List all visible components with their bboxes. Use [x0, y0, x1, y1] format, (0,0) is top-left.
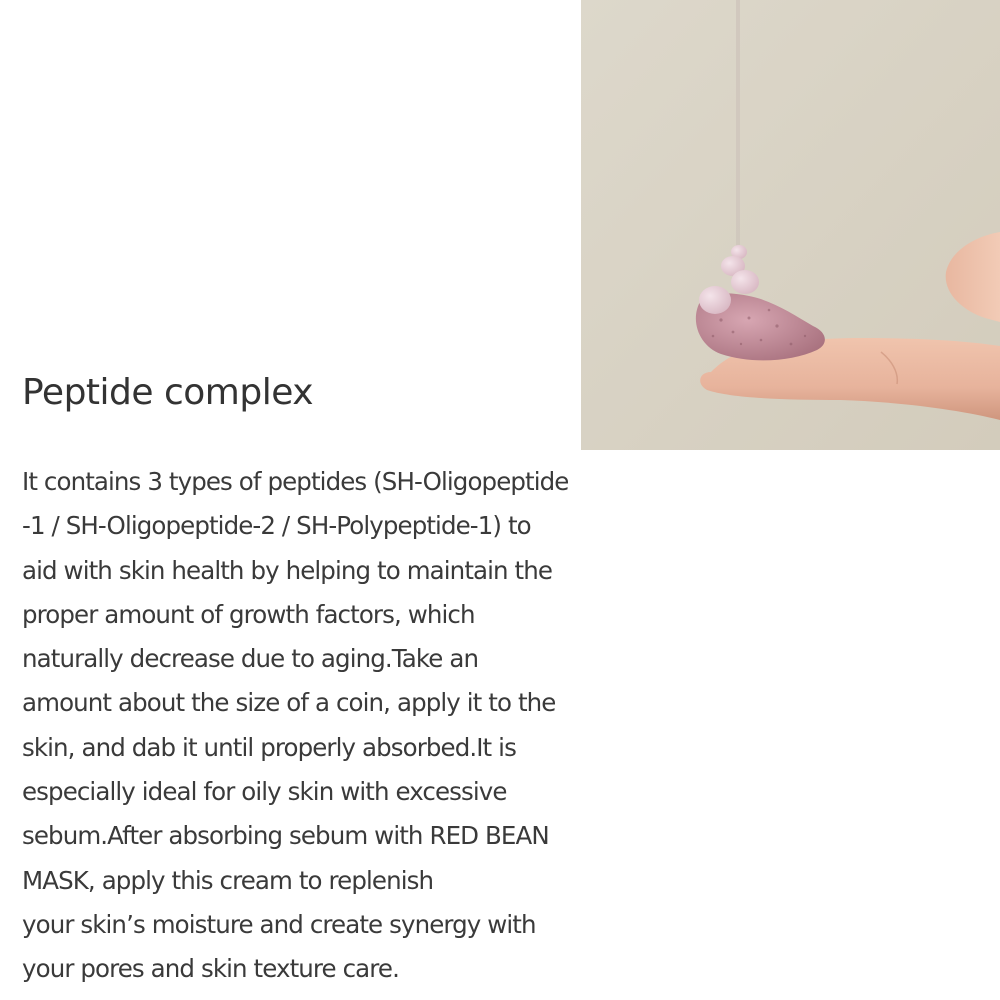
section-title: Peptide complex [22, 372, 314, 413]
product-photo [581, 0, 1000, 450]
description-line: aid with skin health by helping to maintain the [22, 555, 553, 585]
description-line: MASK, apply this cream to replenish [22, 865, 434, 895]
description-line: amount about the size of a coin, apply it to the [22, 688, 556, 718]
description-line: especially ideal for oily skin with excessive [22, 777, 507, 807]
description-text [22, 460, 642, 992]
cream-on-finger-illustration [581, 0, 1000, 450]
description-line: your pores and skin texture care. [22, 954, 399, 984]
gel-droplet [731, 270, 759, 294]
serum-stream [736, 0, 740, 250]
description-line: skin, and dab it until properly absorbed.It is [22, 732, 516, 762]
description-line: naturally decrease due to aging.Take an [22, 644, 479, 674]
gel-droplet [699, 286, 731, 314]
description-line: sebum.After absorbing sebum with RED BEAN [22, 821, 549, 851]
description-line: -1 / SH-Oligopeptide-2 / SH-Polypeptide-1) to [22, 511, 531, 541]
description-line: your skin’s moisture and create synergy with [22, 909, 536, 939]
description-line: proper amount of growth factors, which [22, 599, 475, 629]
description-line: It contains 3 types of peptides (SH-Oligopeptide [22, 467, 569, 496]
